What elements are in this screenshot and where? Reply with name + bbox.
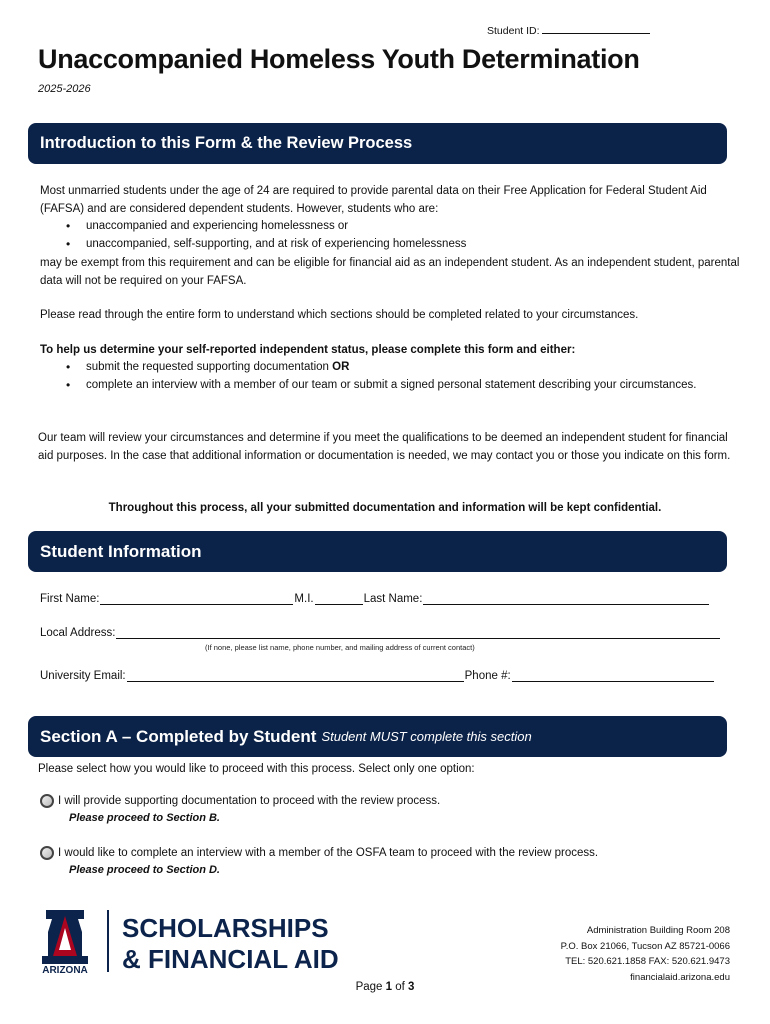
email-label: University Email: — [40, 670, 126, 682]
student-id-field — [487, 23, 650, 37]
option-documentation-note: Please proceed to Section B. — [69, 812, 220, 824]
intro-paragraph-2: may be exempt from this requirement and can be eligible for financial aid as an independent student. As an independent student, parental data will not be required on your FAFSA. — [40, 257, 740, 287]
intro-paragraph-4: Our team will review your circumstances and determine if you meet the qualifications to be deemed an independent student for financial aid purposes. In the case that additional information or documentation is needed, we may contact you or those you indicate on this form. — [38, 432, 731, 462]
option-interview-label: I would like to complete an interview with a member of the OSFA team to proceed with the review process. — [58, 847, 599, 859]
mi-label: M.I. — [294, 593, 314, 605]
section-a-instruction: Please select how you would like to proceed with this process. Select only one option: — [38, 763, 475, 775]
option-documentation-radio[interactable] — [40, 794, 54, 808]
logo-line-1: SCHOLARSHIPS — [122, 913, 329, 943]
option-interview-note: Please proceed to Section D. — [69, 864, 220, 876]
first-name-label: First Name: — [40, 593, 100, 605]
academic-year: 2025-2026 — [38, 83, 91, 95]
address-hint: (If none, please list name, phone number, and mailing address of current contact) — [205, 643, 475, 652]
student-id-label: Student ID: — [487, 25, 540, 37]
last-name-label: Last Name: — [363, 593, 423, 605]
section-a-heading: Section A – Completed by Student — [40, 726, 317, 746]
intro-paragraph-3: Please read through the entire form to understand which sections should be completed related to your circumstances. — [40, 309, 639, 321]
section-a-header — [28, 716, 727, 757]
help-heading: To help us determine your self-reported independent status, please complete this form and either: — [40, 344, 576, 356]
options-bullet-list — [66, 359, 706, 394]
page-number — [0, 981, 770, 993]
option-documentation[interactable] — [40, 794, 440, 808]
address-field[interactable] — [116, 626, 720, 639]
contact-website-link[interactable]: financialaid.arizona.edu — [630, 971, 730, 983]
last-name-field[interactable] — [423, 592, 709, 605]
option-documentation-label: I will provide supporting documentation to proceed with the review process. — [58, 795, 441, 807]
page-word: Page — [355, 981, 383, 993]
phone-label: Phone #: — [464, 670, 511, 682]
options-bullet-1-or: OR — [332, 361, 350, 373]
mi-field[interactable] — [315, 592, 363, 605]
intro-paragraph-1: Most unmarried students under the age of 24 are required to provide parental data on their Free Application for Federal Student Aid (FAFSA) and are considered dependent students. However, students who are: — [40, 185, 707, 215]
intro-section-header — [28, 123, 727, 164]
arizona-a-icon — [42, 910, 88, 964]
status-bullet-list — [66, 218, 706, 253]
student-info-section-header — [28, 531, 727, 572]
options-bullet-2: • complete an interview with a member of our team or submit a signed personal statement describing your circumstances. — [66, 377, 706, 395]
address-row — [40, 626, 721, 639]
status-bullet-2: • unaccompanied, self-supporting, and at risk of experiencing homelessness — [66, 236, 706, 254]
contact-line-3: TEL: 520.621.1858 FAX: 520.621.9473 — [565, 956, 730, 967]
student-info-heading: Student Information — [40, 541, 202, 561]
page-title: Unaccompanied Homeless Youth Determination — [38, 44, 640, 74]
address-label: Local Address: — [40, 627, 116, 639]
page-current: 1 — [385, 981, 393, 993]
page-total: 3 — [408, 981, 415, 993]
email-field[interactable] — [127, 669, 464, 682]
section-a-subheading: Student MUST complete this section — [321, 729, 532, 744]
office-contact-block — [561, 923, 730, 985]
options-bullet-1 — [66, 359, 706, 377]
name-row — [40, 592, 710, 605]
options-bullet-1-text: submit the requested supporting documentation — [86, 361, 329, 373]
page-of: of — [395, 981, 405, 993]
phone-field[interactable] — [512, 669, 714, 682]
option-interview-radio[interactable] — [40, 846, 54, 860]
logo-line-2: & FINANCIAL AID — [122, 944, 339, 974]
arizona-wordmark: ARIZONA — [42, 965, 88, 976]
status-bullet-1: • unaccompanied and experiencing homelessness or — [66, 218, 706, 236]
student-id-input[interactable] — [542, 23, 650, 34]
contact-line-1: Administration Building Room 208 — [586, 925, 730, 936]
confidentiality-note: Throughout this process, all your submitted documentation and information will be kept confidential. — [108, 502, 662, 514]
contact-row — [40, 669, 715, 682]
contact-line-2: P.O. Box 21066, Tucson AZ 85721-0066 — [560, 940, 730, 952]
intro-heading: Introduction to this Form & the Review Process — [40, 134, 413, 152]
scholarships-financial-aid-logo — [38, 906, 378, 978]
first-name-field[interactable] — [100, 592, 293, 605]
option-interview[interactable] — [40, 846, 598, 860]
